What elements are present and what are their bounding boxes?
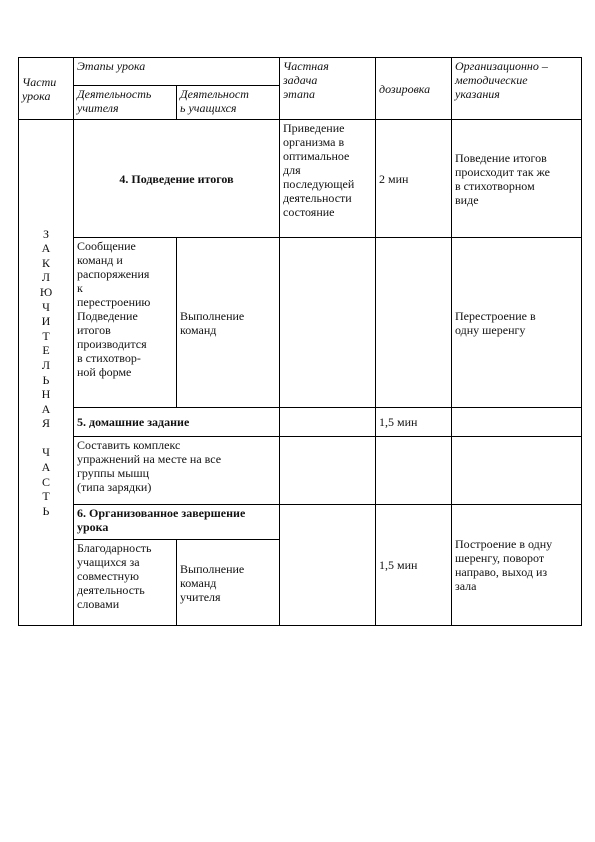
header-students: Деятельност ь учащихся — [177, 86, 280, 120]
header-teacher: Деятельность учителя — [74, 86, 177, 120]
summary-dose: 2 мин — [376, 120, 452, 238]
header-task: Частная задача этапа — [280, 58, 376, 120]
homework-notes-empty — [452, 408, 582, 437]
ending-title: 6. Организованное завершение урока — [74, 505, 280, 540]
commands-dose-empty — [376, 238, 452, 408]
header-dose: дозировка — [376, 58, 452, 120]
commands-notes: Перестроение в одну шеренгу — [452, 238, 582, 408]
ending-task-empty — [280, 505, 376, 626]
header-stages: Этапы урока — [74, 58, 280, 86]
ending-teacher: Благодарность учащихся за совместную деятельность словами — [74, 540, 177, 626]
commands-students: Выполнение команд — [177, 238, 280, 408]
summary-title: 4. Подведение итогов — [74, 120, 280, 238]
homework-content-dose-empty — [376, 437, 452, 505]
ending-notes: Построение в одну шеренгу, поворот направо, выход из зала — [452, 505, 582, 626]
ending-students: Выполнение команд учителя — [177, 540, 280, 626]
commands-task-empty — [280, 238, 376, 408]
homework-task-empty — [280, 408, 376, 437]
homework-title: 5. домашние задание — [74, 408, 280, 437]
summary-task: Приведение организма в оптимальное для последующей деятельности состояние — [280, 120, 376, 238]
homework-content: Составить комплекс упражнений на месте на все группы мышц (типа зарядки) — [74, 437, 280, 505]
homework-content-notes-empty — [452, 437, 582, 505]
summary-notes: Поведение итогов происходит так же в стихотворном виде — [452, 120, 582, 238]
lesson-plan-table — [18, 57, 582, 626]
part-label: З А К Л Ю Ч И Т Е Л Ь Н А Я Ч А С Т Ь — [39, 226, 53, 518]
homework-content-task-empty — [280, 437, 376, 505]
commands-teacher: Сообщение команд и распоряжения к перестроению Подведение итогов производится в стихотвор- ной форме — [74, 238, 177, 408]
header-notes: Организационно – методические указания — [452, 58, 582, 120]
header-parts: Части урока — [19, 58, 74, 120]
homework-dose: 1,5 мин — [376, 408, 452, 437]
ending-dose: 1,5 мин — [376, 505, 452, 626]
part-label-cell — [19, 120, 74, 626]
